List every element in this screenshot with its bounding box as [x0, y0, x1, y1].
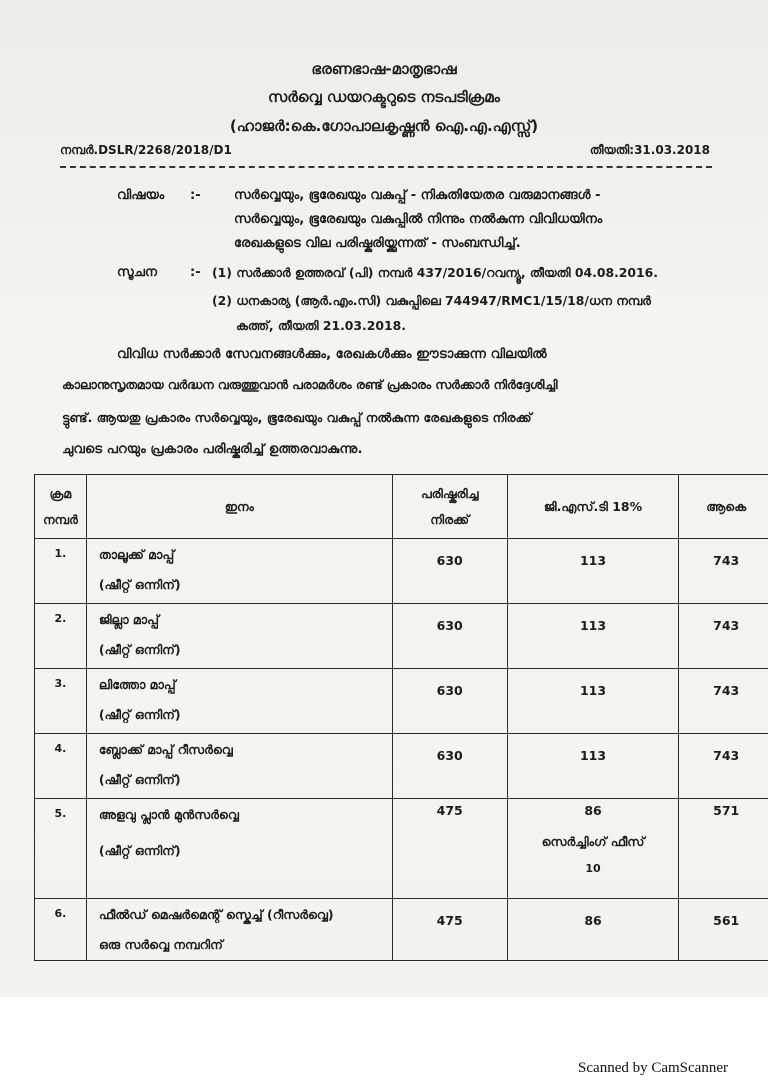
subject-line-3: രേഖകളുടെ വില പരിഷ്കരിയ്ക്കുന്നത് - സംബന്ധിച്ച്. [234, 236, 521, 251]
header-presiding-officer: (ഹാജർ:കെ.ഗോപാലകൃഷ്ണൻ ഐ.എ.എസ്സ്) [229, 117, 539, 135]
table-row [35, 604, 768, 669]
header-revised-rate: പരിഷ്കരിച്ച നിരക്ക് [392, 475, 507, 539]
header-title: സർവ്വെ ഡയറക്ടറുടെ നടപടിക്രമം [268, 88, 500, 106]
row-item: താലൂക്ക് മാപ്പ് [98, 547, 175, 562]
row-item-sub: ഒരു സർവ്വെ നമ്പറിന് [98, 937, 223, 952]
row-item: അളവു പ്ലാൻ മുൻസർവ്വെ [98, 807, 239, 822]
row-item-sub: (ഷീറ്റ് ഒന്നിന്) [98, 577, 181, 592]
row-serial: 5. [54, 807, 67, 820]
row-rate: 630 [436, 748, 463, 763]
body-line-3: ട്ടുണ്ട്. ആയതു പ്രകാരം സർവ്വെയും, ഭൂരേഖയും വകുപ്പ് നൽകുന്ന രേഖകളുടെ നിരക്ക് [62, 410, 532, 425]
reference-item-2-line-2: കത്ത്, തീയതി 21.03.2018. [236, 318, 406, 333]
table-header-row [35, 475, 768, 539]
row-total: 743 [713, 553, 740, 568]
header-item: ഇനം [86, 475, 392, 539]
subject-separator: :- [190, 188, 201, 203]
row-item-sub: (ഷീറ്റ് ഒന്നിന്) [98, 772, 181, 787]
table-row [35, 669, 768, 734]
row-serial: 6. [54, 907, 67, 920]
table-row [35, 539, 768, 604]
row-gst: 113 [579, 748, 607, 763]
body-line-1: വിവിധ സർക്കാർ സേവനങ്ങൾക്കും, രേഖകൾക്കും ഈടാക്കുന്ന വിലയിൽ [117, 347, 547, 362]
row-serial: 1. [54, 547, 67, 560]
subject-label: വിഷയം [117, 188, 165, 203]
header-gst: ജി.എസ്.ടി 18% [507, 475, 679, 539]
row-total: 743 [713, 618, 740, 633]
row-total: 743 [713, 683, 740, 698]
table-row [35, 899, 768, 961]
row-searching-fee-value: 10 [585, 862, 601, 875]
row-gst: 113 [579, 553, 607, 568]
row-item: ലിത്തോ മാപ്പ് [98, 677, 176, 692]
body-line-4: ചുവടെ പറയും പ്രകാരം പരിഷ്കരിച്ച് ഉത്തരവാകുന്നു. [62, 442, 363, 457]
row-rate: 475 [436, 803, 463, 818]
dashed-divider [60, 166, 712, 168]
row-total: 743 [713, 748, 740, 763]
row-rate: 475 [436, 913, 463, 928]
order-date: തീയതി:31.03.2018 [589, 143, 710, 157]
order-number: നമ്പർ.DSLR/2268/2018/D1 [60, 143, 232, 157]
reference-separator: :- [190, 265, 201, 280]
row-rate: 630 [436, 553, 463, 568]
row-rate: 630 [436, 683, 463, 698]
row-serial: 4. [54, 742, 67, 755]
table-row [35, 799, 768, 899]
row-item-sub: (ഷീറ്റ് ഒന്നിന്) [98, 843, 181, 858]
subject-line-2: സർവ്വെയും, ഭൂരേഖയും വകുപ്പിൽ നിന്നും നൽകുന്ന വിവിധയിനം [234, 212, 603, 227]
rates-table [34, 474, 768, 961]
header-total: ആകെ [679, 475, 768, 539]
body-line-2: കാലാനുസൃതമായ വർദ്ധന വരുത്തുവാൻ പരാമർശം രണ്ട് പ്രകാരം സർക്കാർ നിർദ്ദേശിച്ചി [62, 378, 558, 392]
table-row [35, 734, 768, 799]
row-rate: 630 [436, 618, 463, 633]
row-gst: 113 [579, 683, 607, 698]
header-language-line: ഭരണഭാഷ-മാതൃഭാഷ [311, 60, 457, 78]
subject-line-1: സർവ്വെയും, ഭൂരേഖയും വകുപ്പ് - നികുതിയേതര വരുമാനങ്ങൾ - [234, 188, 601, 203]
row-item: ബ്ലോക്ക് മാപ്പ് റീസർവ്വെ [98, 742, 233, 757]
row-item-sub: (ഷീറ്റ് ഒന്നിന്) [98, 642, 181, 657]
camscanner-watermark: Scanned by CamScanner [578, 1060, 728, 1076]
row-serial: 2. [54, 612, 67, 625]
row-total: 571 [713, 803, 740, 818]
row-total: 561 [713, 913, 740, 928]
row-gst: 113 [579, 618, 607, 633]
header-serial: ക്രമ നമ്പർ [35, 475, 87, 539]
reference-item-1: (1) സർക്കാർ ഉത്തരവ് (പി) നമ്പർ 437/2016/റവന്യൂ, തീയതി 04.08.2016. [212, 265, 658, 280]
row-item: ജില്ലാ മാപ്പ് [98, 612, 159, 627]
row-serial: 3. [54, 677, 67, 690]
row-item-sub: (ഷീറ്റ് ഒന്നിന്) [98, 707, 181, 722]
row-gst: 86 [584, 803, 602, 818]
row-gst: 86 [584, 913, 602, 928]
reference-item-2-line-1: (2) ധനകാര്യ (ആർ.എം.സി) വകുപ്പിലെ 744947/RMC1/15/18/ധന നമ്പർ [212, 293, 651, 308]
row-searching-fee-label: സെർച്ചിംഗ് ഫീസ് [541, 834, 645, 849]
reference-label: സൂചന [117, 265, 157, 280]
row-item: ഫീൽഡ് മെഷർമെന്റ് സ്കെച്ച് (റീസർവ്വെ) [98, 907, 334, 922]
